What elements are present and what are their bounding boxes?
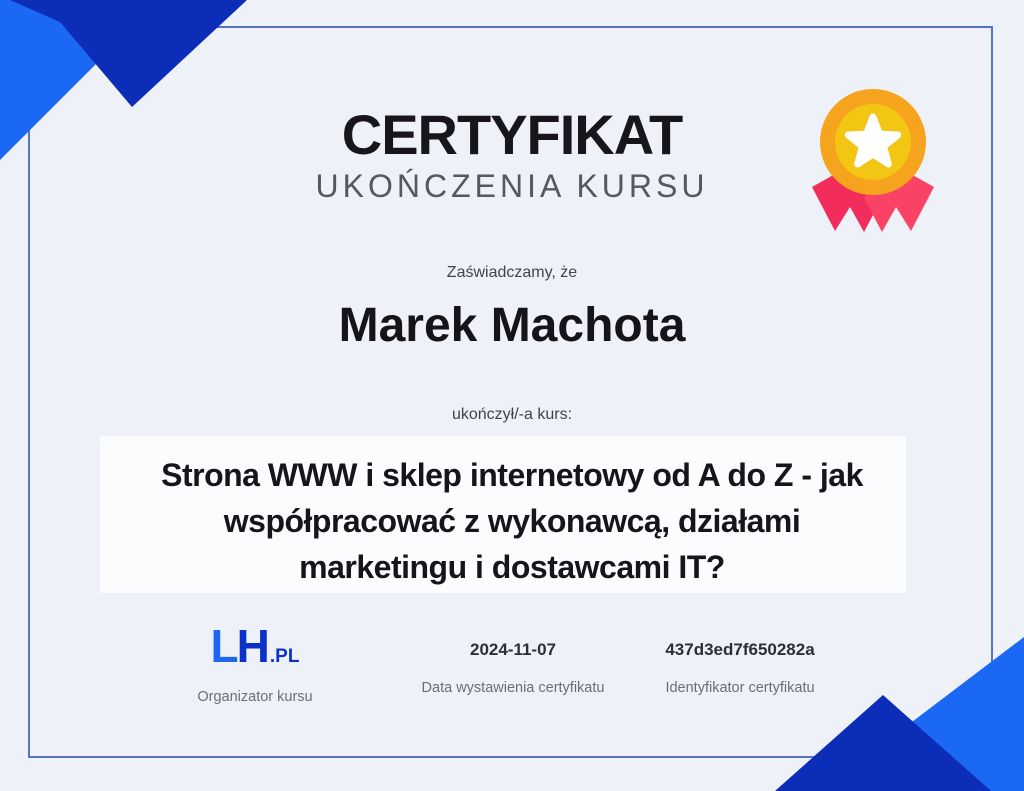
- medal-icon: [805, 78, 940, 243]
- certificate-subtitle: UKOŃCZENIA KURSU: [315, 168, 709, 204]
- course-title-line-2: współpracować z wykonawcą, działami: [223, 503, 801, 539]
- lh-pl-logo: [210, 620, 300, 679]
- completion-label: ukończył/-a kurs:: [451, 406, 573, 423]
- issue-date-label: Data wystawienia certyfikatu: [421, 680, 605, 696]
- certificate-id-label: Identyfikator certyfikatu: [665, 680, 815, 696]
- course-title-line-3: marketingu i dostawcami IT?: [299, 549, 725, 585]
- certificate-id-value: 437d3ed7f650282a: [665, 640, 815, 659]
- recipient-name: Marek Machota: [338, 299, 686, 352]
- organizer-column: [160, 620, 350, 705]
- course-title: [0, 452, 1024, 590]
- logo-suffix-pl: .PL: [269, 646, 300, 667]
- corner-triangles-top-left-icon: [0, 0, 260, 175]
- issue-date-column: [400, 640, 626, 696]
- certificate-title: CERTYFIKAT: [341, 103, 683, 166]
- course-title-line-1: Strona WWW i sklep internetowy od A do Z - jak: [161, 457, 863, 493]
- attestation-text: Zaświadczamy, że: [446, 264, 578, 281]
- logo-letter-h: H: [236, 620, 269, 672]
- corner-triangles-bottom-right-icon: [760, 600, 1024, 791]
- issue-date-value: 2024-11-07: [469, 640, 557, 659]
- organizer-label: Organizator kursu: [197, 689, 313, 705]
- logo-letter-l: L: [210, 620, 237, 672]
